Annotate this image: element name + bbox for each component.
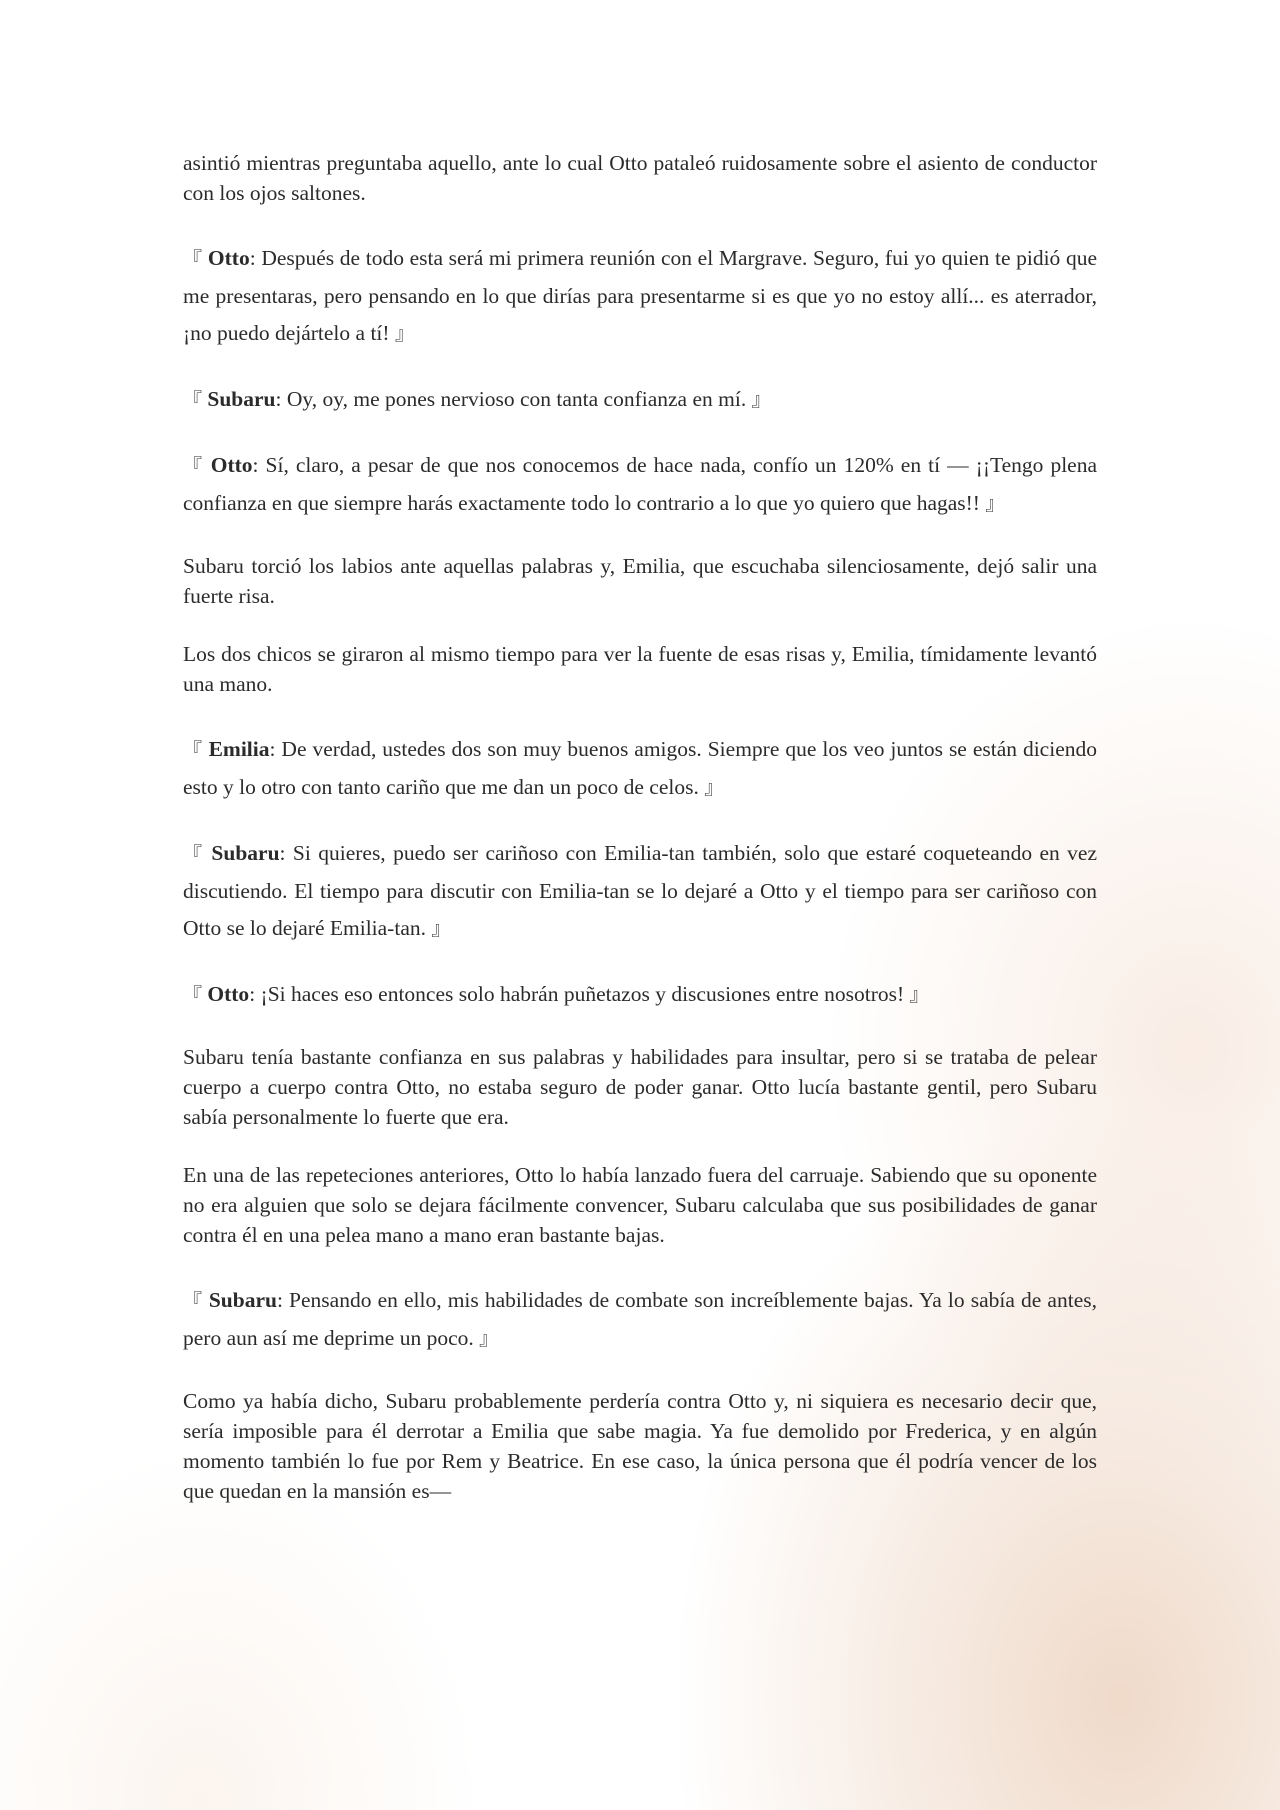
dialog-line-emilia [183,731,1097,807]
speaker-name: Subaru [207,387,276,411]
speaker-separator: : [269,737,276,761]
dialog-line-otto [183,447,1097,523]
dialog-line-subaru [183,1282,1097,1358]
dialog-line-otto [183,240,1097,353]
dialog-text: Sí, claro, a pesar de que nos conocemos de hace nada, confío un 120% en tí — ¡¡Tengo plena confianza en que siempre harás exactamente todo lo contrario a lo que yo quiero que hagas!! [183,453,1097,515]
speaker-separator: : [249,246,256,270]
close-bracket: 』 [704,777,724,799]
speaker-separator: : [252,453,259,477]
dialog-text: Oy, oy, me pones nervioso con tanta confianza en mí. [281,387,752,411]
dialog-text: Después de todo esta será mi primera reunión con el Margrave. Seguro, fui yo quien te pidió que me presentaras, pero pensando en lo que dirías para presentarme si es que yo no estoy allí... es aterrador, ¡no puedo dejártelo a tí! [183,246,1097,345]
open-bracket: 『 [183,984,203,1006]
close-bracket: 』 [394,323,414,345]
narration-paragraph: En una de las repeteciones anteriores, Otto lo había lanzado fuera del carruaje. Sabiendo que su oponente no era alguien que solo se dejara fácilmente convencer, Subaru calculaba que sus posibilidades de ganar contra él en una pelea mano a mano eran bastante bajas. [183,1163,1097,1247]
speaker-separator: : [279,841,286,865]
open-bracket: 『 [183,389,203,411]
speaker-separator: : [276,1288,283,1312]
close-bracket: 』 [751,389,771,411]
narration-paragraph: Subaru tenía bastante confianza en sus palabras y habilidades para insultar, pero si se trataba de pelear cuerpo a cuerpo contra Otto, no estaba seguro de poder ganar. Otto lucía bastante gentil, pero Subaru sabía personalmente lo fuerte que era. [183,1045,1097,1129]
speaker-name: Otto [207,246,250,270]
close-bracket: 』 [909,984,929,1006]
dialog-text: ¡Si haces eso entonces solo habrán puñetazos y discusiones entre nosotros! [255,982,910,1006]
document-page [183,148,1097,1506]
speaker-name: Emilia [208,737,270,761]
dialog-text: De verdad, ustedes dos son muy buenos amigos. Siempre que los veo juntos se están diciendo esto y lo otro con tanto cariño que me dan un poco de celos. [183,737,1097,799]
speaker-name: Otto [207,982,250,1006]
close-bracket: 』 [431,918,451,940]
open-bracket: 『 [183,1290,203,1312]
narration-paragraph: Subaru torció los labios ante aquellas palabras y, Emilia, que escuchaba silenciosamente, dejó salir una fuerte risa. [183,554,1097,608]
speaker-name: Otto [210,453,253,477]
narration-paragraph: Los dos chicos se giraron al mismo tiempo para ver la fuente de esas risas y, Emilia, tímidamente levantó una mano. [183,642,1097,696]
open-bracket: 『 [183,248,203,270]
dialog-line-otto [183,976,1097,1014]
speaker-name: Subaru [211,841,280,865]
close-bracket: 』 [479,1328,499,1350]
speaker-name: Subaru [208,1288,277,1312]
speaker-separator: : [249,982,256,1006]
dialog-line-subaru [183,835,1097,948]
speaker-separator: : [275,387,282,411]
narration-paragraph: Como ya había dicho, Subaru probablemente perdería contra Otto y, ni siquiera es necesario decir que, sería imposible para él derrotar a Emilia que sabe magia. Ya fue demolido por Frederica, y en algún momento también lo fue por Rem y Beatrice. En ese caso, la única persona que él podría vencer de los que quedan en la mansión es— [183,1389,1097,1503]
open-bracket: 『 [183,739,203,761]
narration-paragraph: asintió mientras preguntaba aquello, ante lo cual Otto pataleó ruidosamente sobre el asiento de conductor con los ojos saltones. [183,151,1097,205]
dialog-text: Pensando en ello, mis habilidades de combate son increíblemente bajas. Ya lo sabía de antes, pero aun así me deprime un poco. [183,1288,1097,1350]
close-bracket: 』 [985,493,1005,515]
open-bracket: 『 [183,455,204,477]
dialog-text: Si quieres, puedo ser cariñoso con Emilia-tan también, solo que estaré coqueteando en vez discutiendo. El tiempo para discutir con Emilia-tan se lo dejaré a Otto y el tiempo para ser cariñoso con Otto se lo dejaré Emilia-tan. [183,841,1097,940]
open-bracket: 『 [183,843,205,865]
dialog-line-subaru [183,381,1097,419]
